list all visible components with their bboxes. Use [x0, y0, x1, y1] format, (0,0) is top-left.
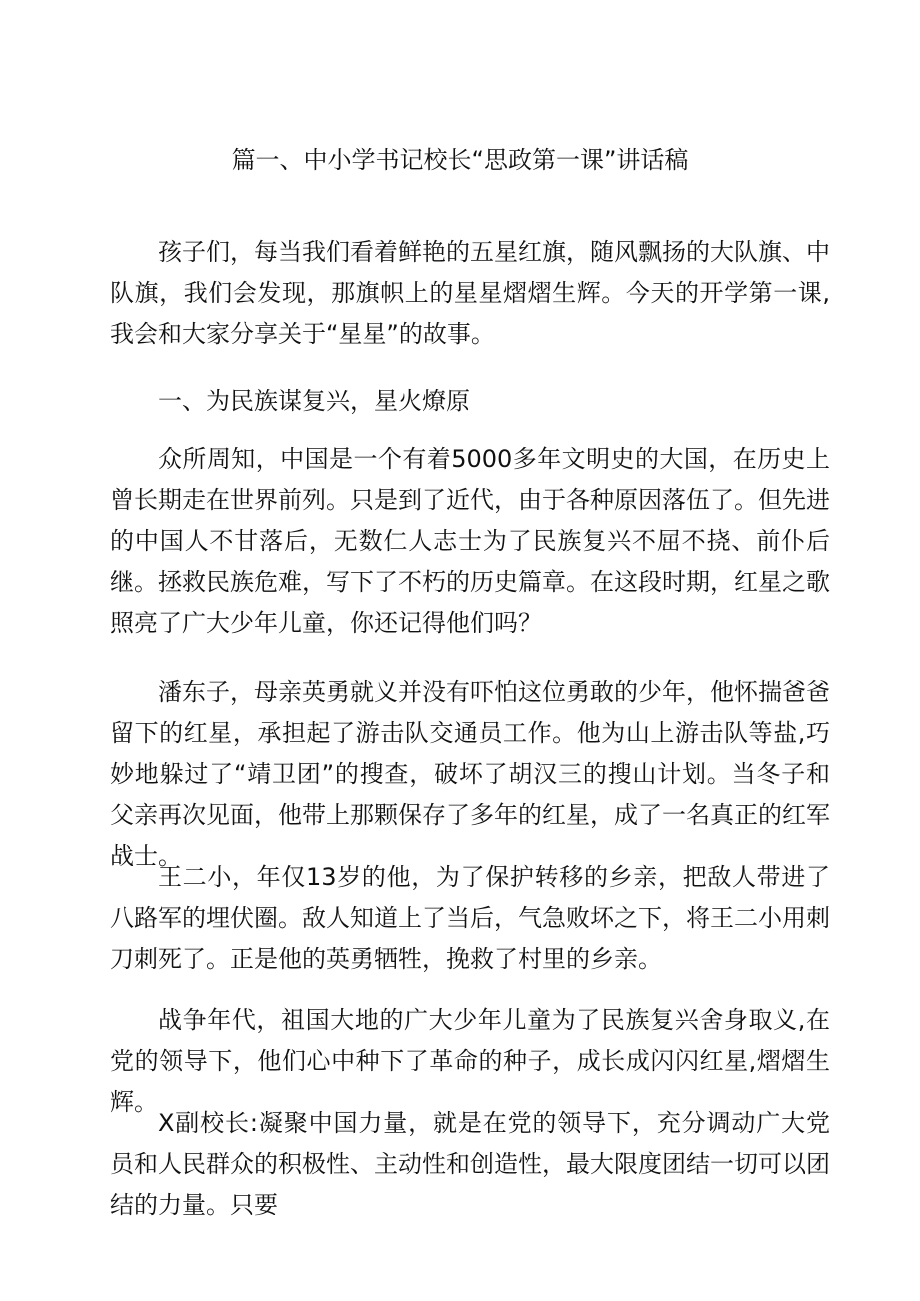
document-title: 篇一、中小学书记校长“思政第一课”讲话稿: [231, 146, 689, 174]
paragraph-wang-erxiao: 王二小，年仅13岁的他，为了保护转移的乡亲，把敌人带进了八路军的埋伏圈。敌人知道上了当后，气急败坏之下，将王二小用刺刀刺死了。正是他的英勇牺牲，挽救了村里的乡亲。: [110, 863, 830, 973]
section-heading: 一、为民族谋复兴，星火燎原: [158, 387, 470, 415]
paragraph-war-years: 战争年代，祖国大地的广大少年儿童为了民族复兴舍身取义,在党的领导下，他们心中种下了革命的种子，成长成闪闪红星,熠熠生辉。: [110, 1006, 830, 1116]
paragraph-intro: 孩子们，每当我们看着鲜艳的五星红旗，随风飘扬的大队旗、中队旗，我们会发现，那旗帜上的星星熠熠生辉。今天的开学第一课,我会和大家分享关于“星星”的故事。: [110, 238, 830, 348]
paragraph-history: 众所周知，中国是一个有着5000多年文明史的大国，在历史上曾长期走在世界前列。只是到了近代，由于各种原因落伍了。但先进的中国人不甘落后，无数仁人志士为了民族复兴不屈不挠、前仆后继。拯救民族危难，写下了不朽的历史篇章。在这段时期，红星之歌照亮了广大少年儿童，你还记得他们吗？: [110, 445, 830, 637]
paragraph-vice-principal: X副校长:凝聚中国力量，就是在党的领导下，充分调动广大党员和人民群众的积极性、主动性和创造性，最大限度团结一切可以团结的力量。只要: [110, 1109, 830, 1219]
paragraph-pan-dongzi: 潘东子，母亲英勇就义并没有吓怕这位勇敢的少年，他怀揣爸爸留下的红星，承担起了游击队交通员工作。他为山上游击队等盐,巧妙地躲过了“靖卫团”的搜查，破坏了胡汉三的搜山计划。当冬子和父亲再次见面，他带上那颗保存了多年的红星，成了一名真正的红军战士。: [110, 678, 830, 870]
